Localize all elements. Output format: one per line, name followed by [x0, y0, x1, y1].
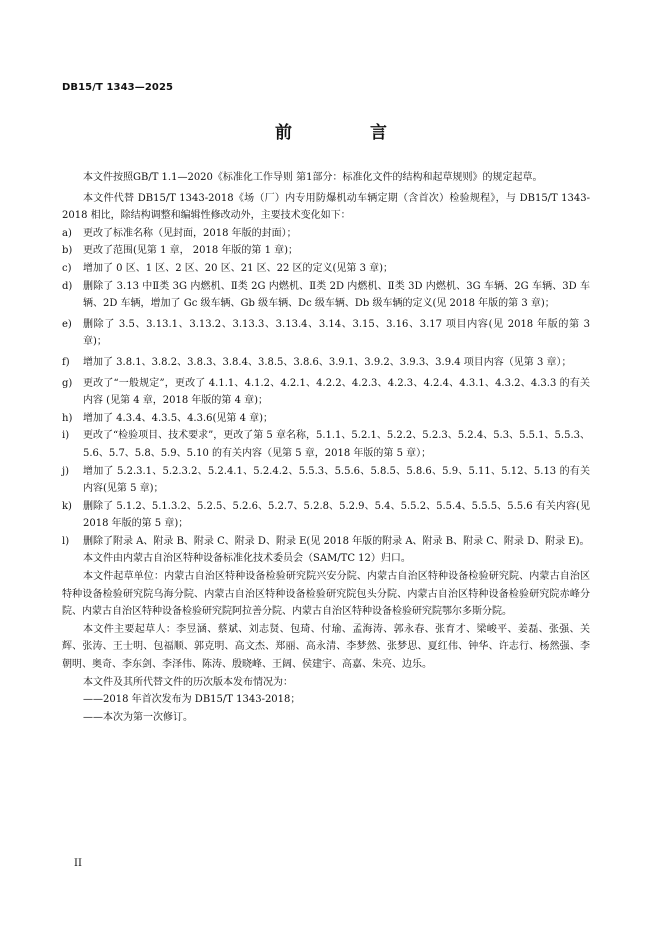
committee-paragraph: 本文件由内蒙古自治区特种设备标准化技术委员会（SAM/TC 12）归口。	[83, 553, 411, 565]
history-item: ——本次为第一次修订。	[83, 711, 193, 723]
history-item: ——2018 年首次发布为 DB15/T 1343-2018；	[83, 694, 301, 706]
drafting-units-paragraph: 本文件起草单位：内蒙古自治区特种设备检验研究院兴安分院、内蒙古自治区特种设备检验研究院、内蒙古自治区特种设备检验研究院乌海分院、内蒙古自治区特种设备检验研究院包头分院、内蒙古自治区特种设备检验研究院赤峰分院、内蒙古自治区特种设备检验研究院阿拉善分院、内蒙古自治区特种设备检验研究院鄂尔多斯分院。	[62, 571, 590, 618]
page-number: II	[74, 858, 82, 869]
list-item: k) 删除了 5.1.2、5.1.3.2、5.2.5、5.2.6、5.2.7、5.2.8、5.2.9、5.4、5.5.2、5.5.4、5.5.5、5.5.6 有关内容(见 2018 年版的第 5 章)；	[62, 500, 590, 530]
list-item: l) 删除了附录 A、附录 B、附录 C、附录 D、附录 E(见 2018 年版的附录 A、附录 B、附录 C、附录 D、附录 E)。	[62, 535, 590, 547]
replacement-paragraph: 本文件代替 DB15/T 1343-2018《场（厂）内专用防爆机动车辆定期（含首次）检验规程》，与 DB15/T 1343-2018 相比，除结构调整和编辑性修改动外，主要技术变化如下：	[62, 192, 590, 222]
page-title: 前 言	[275, 123, 423, 143]
drafting-basis-paragraph: 本文件按照GB/T 1.1—2020《标准化工作导则 第1部分：标准化文件的结构和起草规则》的规定起草。	[83, 172, 543, 183]
list-item: b) 更改了范围(见第 1 章， 2018 年版的第 1 章)；	[62, 245, 299, 257]
list-item: g) 更改了“一般规定”，更改了 4.1.1、4.1.2、4.2.1、4.2.2、4.2.3、4.2.3、4.2.4、4.3.1、4.3.2、4.3.3 的有关内容 (见第 4 章，2018 年版的第 4 章)；	[62, 377, 590, 407]
history-intro-paragraph: 本文件及其所代替文件的历次版本发布情况为：	[83, 676, 293, 688]
list-item: e) 删除了 3.5、3.13.1、3.13.2、3.13.3、3.13.4、3.14、3.15、3.16、3.17 项目内容(见 2018 年版的第 3 章)；	[62, 318, 590, 348]
document-code: DB15/T 1343—2025	[62, 82, 174, 93]
drafters-paragraph: 本文件主要起草人：李昱涵、蔡斌、刘志贤、包琦、付瑜、孟海涛、郭永春、张育才、梁峻平、姜磊、张强、关辉、张涛、王士明、包福顺、郭克明、高文杰、郑丽、高永清、李梦然、张梦思、夏红伟、钟华、许志行、杨然强、李朝明、奥奇、李东剑、李泽伟、陈涛、殷晓峰、王阔、侯建宇、高嘉、朱亮、边乐。	[62, 623, 590, 671]
list-item: h) 增加了 4.3.4、4.3.5、4.3.6(见第 4 章)；	[62, 412, 274, 424]
list-item: c) 增加了 0 区、1 区、2 区、20 区、21 区、22 区的定义(见第 3 章)；	[62, 262, 394, 274]
list-item: f) 增加了 3.8.1、3.8.2、3.8.3、3.8.4、3.8.5、3.8.6、3.9.1、3.9.2、3.9.3、3.9.4 项目内容（见第 3 章）；	[62, 356, 572, 368]
foreword-body	[62, 169, 590, 726]
list-item: a) 更改了标准名称（见封面，2018 年版的封面）；	[62, 227, 297, 239]
change-list	[62, 225, 590, 551]
list-item: d) 删除了 3.13 中Ⅱ类 3G 内燃机、Ⅱ类 2G 内燃机、Ⅱ类 2D 内燃机、Ⅱ类 3D 内燃机、3G 车辆、2G 车辆、3D 车辆、2D 车辆，增加了 Gc 级车辆、Gb 级车辆、Dc 级车辆、Db 级车辆的定义(见 2018 年版的第 3 章)；	[62, 280, 590, 310]
list-item: i) 更改了“检验项目、技术要求”，更改了第 5 章名称，5.1.1、5.2.1、5.2.2、5.2.3、5.2.4、5.3、5.5.1、5.5.3、5.6、5.7、5.8、5.9、5.10 的有关内容（见第 5 章，2018 年版的第 5 章）；	[62, 430, 590, 459]
list-item: j) 增加了 5.2.3.1、5.2.3.2、5.2.4.1、5.2.4.2、5.5.3、5.5.6、5.8.5、5.8.6、5.9、5.11、5.12、5.13 的有关内容(见第 5 章)；	[62, 465, 590, 495]
